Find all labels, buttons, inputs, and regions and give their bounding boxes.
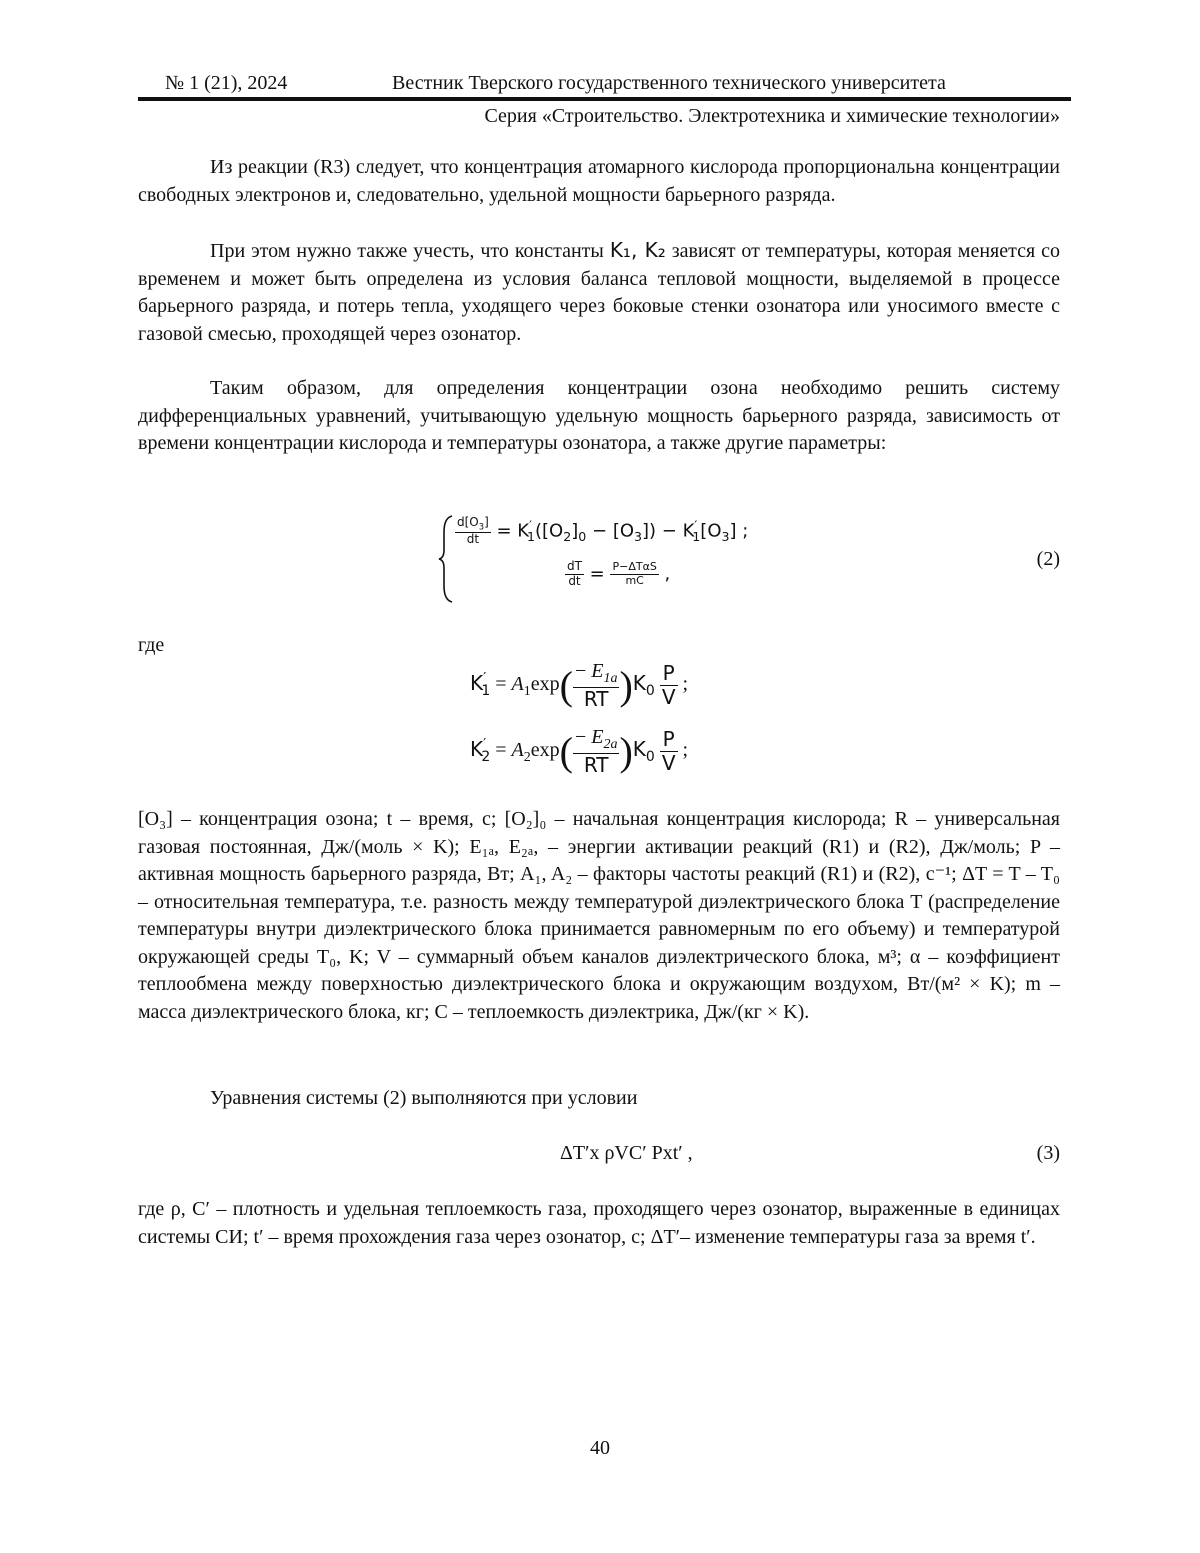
paragraph-3 [138, 375, 1060, 458]
paragraph-2-part-b: зависят от температуры, которая меняется со временем и может быть определена из условия баланса тепловой мощности, выделяемой в процессе барьерного разряда, и потерь тепла, уходящего через боковые стенки озонатора или уносимого вместе с газовой смесью, проходящей через озонатор. [138, 240, 1061, 345]
equation-2-number: (2) [1036, 548, 1060, 570]
equation-2-line-2: $\frac{dT}{dt}$ = $\frac{\text{P−ΔTαS}}{mC}$ , [567, 559, 671, 588]
where-label-1: где [138, 634, 165, 656]
paragraph-2-text [138, 237, 1060, 348]
left-brace [438, 514, 454, 604]
paragraph-3-text: Таким образом, для определения концентрации озона необходимо решить систему дифференциальных уравнений, учитывающую удельную мощность барьерного разряда, зависимость от времени концентрации кислорода и температуры озонатора, а также другие параметры: [138, 377, 1060, 454]
equation-k2: $K'_2 = A_2\exp$( $\frac{- E_{2a}}{RT}$ )$K_0$ $\frac{P}{V}$ ; [470, 726, 689, 778]
equation-k1: $K'_1 = A_1\exp$( $\frac{- E_{1a}}{RT}$ )$K_0$ $\frac{P}{V}$ ; [470, 660, 689, 712]
header-rule [138, 97, 1071, 101]
constants-k1-k2: K₁, K₂ [609, 238, 666, 262]
equation-2-line-1: $\frac{d[O_3]}{dt}$ = $K'_1([O_2]_0 - [O_3]) - K'_1[O_3]$ ; [457, 515, 749, 547]
paragraph-4-text: Уравнения системы (2) выполняются при условии [210, 1087, 638, 1109]
page-number: 40 [590, 1437, 610, 1459]
equation-3: ΔT′x ρVC′ Pxt′ , [560, 1142, 693, 1164]
paragraph-5 [138, 1196, 1060, 1251]
definitions-paragraph [138, 806, 1060, 1026]
header-issue: № 1 (21), 2024 [165, 72, 288, 94]
header-journal-title: Вестник Тверского государственного технического университета [392, 72, 946, 94]
paragraph-1-text: Из реакции (R3) следует, что концентрация атомарного кислорода пропорциональна концентрации свободных электронов и, следовательно, удельной мощности барьерного разряда. [138, 156, 1060, 206]
paragraph-4 [138, 1085, 1060, 1113]
definitions-text: [O₃] – концентрация озона; t – время, с; [O₂]₀ – начальная концентрация кислорода; R – универсальная газовая постоянная, Дж/(моль × K); E₁ₐ, E₂ₐ, – энергии активации реакций (R1) и (R2), Дж/моль; P – активная мощность барьерного разряда, Вт; A₁, A₂ – факторы частоты реакций (R1) и (R2), с⁻¹; ΔT = T – T₀ – относительная температура, т.е. разность между температурой диэлектрического блока T (распределение температуры внутри диэлектрического блока принимается равномерным по его объему) и температурой окружающей среды T₀, K; V – суммарный объем каналов диэлектрического блока, м³; α – коэффициент теплообмена между поверхностью диэлектрического блока и окружающим воздухом, Вт/(м² × K); m – масса диэлектрического блока, кг; C – теплоемкость диэлектрика, Дж/(кг × K). [138, 808, 1060, 1023]
paragraph-5-text: где ρ, C′ – плотность и удельная теплоемкость газа, проходящего через озонатор, выраженные в единицах системы СИ; t′ – время прохождения газа через озонатор, с; ΔT′– изменение температуры газа за время t′. [138, 1198, 1060, 1248]
paragraph-1 [138, 154, 1060, 209]
paragraph-2 [138, 237, 1060, 348]
header-series: Серия «Строительство. Электротехника и химические технологии» [484, 105, 1060, 127]
paragraph-2-part-a: При этом нужно также учесть, что константы [210, 240, 610, 262]
equation-3-number: (3) [1036, 1142, 1060, 1164]
